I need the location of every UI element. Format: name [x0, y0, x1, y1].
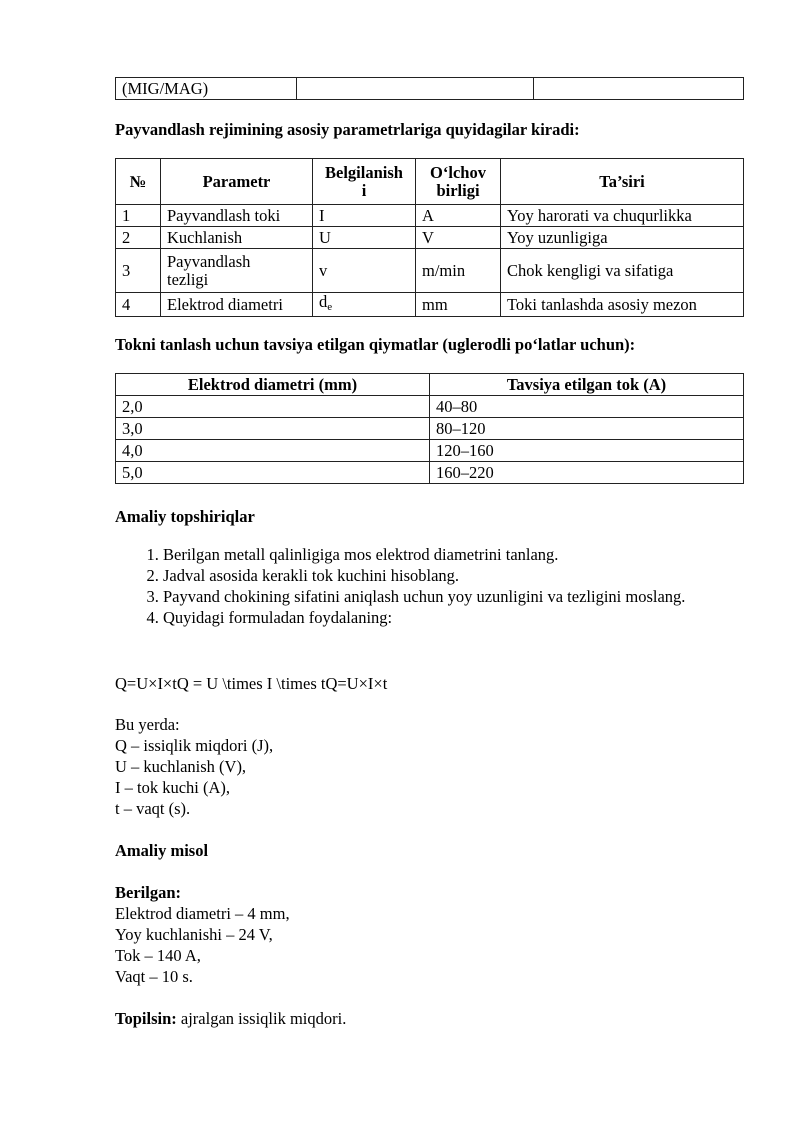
row-parameter: Kuchlanish	[161, 227, 313, 249]
heading-example: Amaliy misol	[115, 841, 209, 860]
list-item: 4. Quyidagi formuladan foydalaning:	[163, 607, 763, 628]
symbol-base: d	[319, 292, 328, 311]
top-table-empty-cell	[534, 78, 744, 100]
legend-item: U – kuchlanish (V),	[115, 757, 247, 776]
header-unit-line1: O‘lchov	[430, 162, 486, 182]
header-symbol-line1: Belgilanish	[325, 162, 403, 182]
table-row	[116, 396, 744, 418]
header-recommended-current: Tavsiya etilgan tok (A)	[430, 374, 744, 396]
row-unit: A	[416, 205, 501, 227]
header-unit-line2: birligi	[436, 180, 480, 200]
tasks-list	[115, 544, 763, 628]
header-number: №	[116, 159, 161, 205]
header-effect: Ta’siri	[501, 159, 744, 205]
row-parameter	[161, 249, 313, 293]
top-table-empty-cell	[297, 78, 534, 100]
given-item: Vaqt – 10 s.	[115, 967, 193, 986]
row-unit: V	[416, 227, 501, 249]
table-row	[116, 293, 744, 317]
row-parameter-line1: Payvandlash	[167, 251, 251, 271]
heading-current: Tokni tanlash uchun tavsiya etilgan qiymatlar (uglerodli po‘latlar uchun):	[115, 335, 636, 354]
row-effect: Yoy harorati va chuqurlikka	[501, 205, 744, 227]
row-number: 1	[116, 205, 161, 227]
legend-item: I – tok kuchi (A),	[115, 778, 231, 797]
row-symbol: v	[313, 249, 416, 293]
table-row	[116, 205, 744, 227]
find-line	[115, 1008, 346, 1029]
cell-current: 80–120	[430, 418, 744, 440]
top-table-fragment	[115, 77, 744, 100]
row-parameter: Payvandlash toki	[161, 205, 313, 227]
row-parameter: Elektrod diametri	[161, 293, 313, 317]
find-text: ajralgan issiqlik miqdori.	[176, 1009, 347, 1028]
table-row	[116, 227, 744, 249]
given-item: Elektrod diametri – 4 mm,	[115, 904, 290, 923]
row-symbol	[313, 293, 416, 317]
given-item: Tok – 140 A,	[115, 946, 201, 965]
row-effect: Yoy uzunligiga	[501, 227, 744, 249]
header-parameter: Parametr	[161, 159, 313, 205]
top-table-cell: (MIG/MAG)	[116, 78, 297, 100]
table-row	[116, 440, 744, 462]
list-item: 3. Payvand chokining sifatini aniqlash uchun yoy uzunligini va tezligini moslang.	[163, 586, 763, 607]
list-item: 1. Berilgan metall qalinligiga mos elektrod diametrini tanlang.	[163, 544, 763, 565]
symbol-subscript: e	[327, 301, 333, 313]
given-label: Berilgan:	[115, 883, 181, 902]
find-label: Topilsin:	[115, 1009, 177, 1028]
list-item: 2. Jadval asosida kerakli tok kuchini hisoblang.	[163, 565, 763, 586]
heading-parameters: Payvandlash rejimining asosiy parametrlariga quyidagilar kiradi:	[115, 120, 580, 139]
row-effect: Toki tanlashda asosiy mezon	[501, 293, 744, 317]
cell-diameter: 4,0	[116, 440, 430, 462]
cell-diameter: 2,0	[116, 396, 430, 418]
cell-current: 40–80	[430, 396, 744, 418]
row-number: 2	[116, 227, 161, 249]
header-diameter: Elektrod diametri (mm)	[116, 374, 430, 396]
header-symbol	[313, 159, 416, 205]
legend-item: t – vaqt (s).	[115, 799, 191, 818]
row-effect: Chok kengligi va sifatiga	[501, 249, 744, 293]
cell-current: 160–220	[430, 462, 744, 484]
table-row	[116, 249, 744, 293]
row-symbol: U	[313, 227, 416, 249]
row-number: 3	[116, 249, 161, 293]
table-row	[116, 462, 744, 484]
cell-diameter: 5,0	[116, 462, 430, 484]
header-unit	[416, 159, 501, 205]
table-row	[116, 418, 744, 440]
heading-tasks: Amaliy topshiriqlar	[115, 507, 255, 526]
legend-item: Q – issiqlik miqdori (J),	[115, 736, 274, 755]
header-symbol-line2: i	[361, 180, 367, 200]
given-item: Yoy kuchlanishi – 24 V,	[115, 925, 273, 944]
row-number: 4	[116, 293, 161, 317]
parameters-header-row	[116, 159, 744, 205]
legend-intro: Bu yerda:	[115, 715, 180, 734]
row-unit: m/min	[416, 249, 501, 293]
parameters-table	[115, 158, 744, 317]
cell-diameter: 3,0	[116, 418, 430, 440]
row-parameter-line2: tezligi	[167, 269, 209, 289]
row-unit: mm	[416, 293, 501, 317]
current-header-row	[116, 374, 744, 396]
row-symbol: I	[313, 205, 416, 227]
current-table	[115, 373, 744, 484]
cell-current: 120–160	[430, 440, 744, 462]
formula: Q=U×I×tQ = U \times I \times tQ=U×I×t	[115, 674, 388, 693]
